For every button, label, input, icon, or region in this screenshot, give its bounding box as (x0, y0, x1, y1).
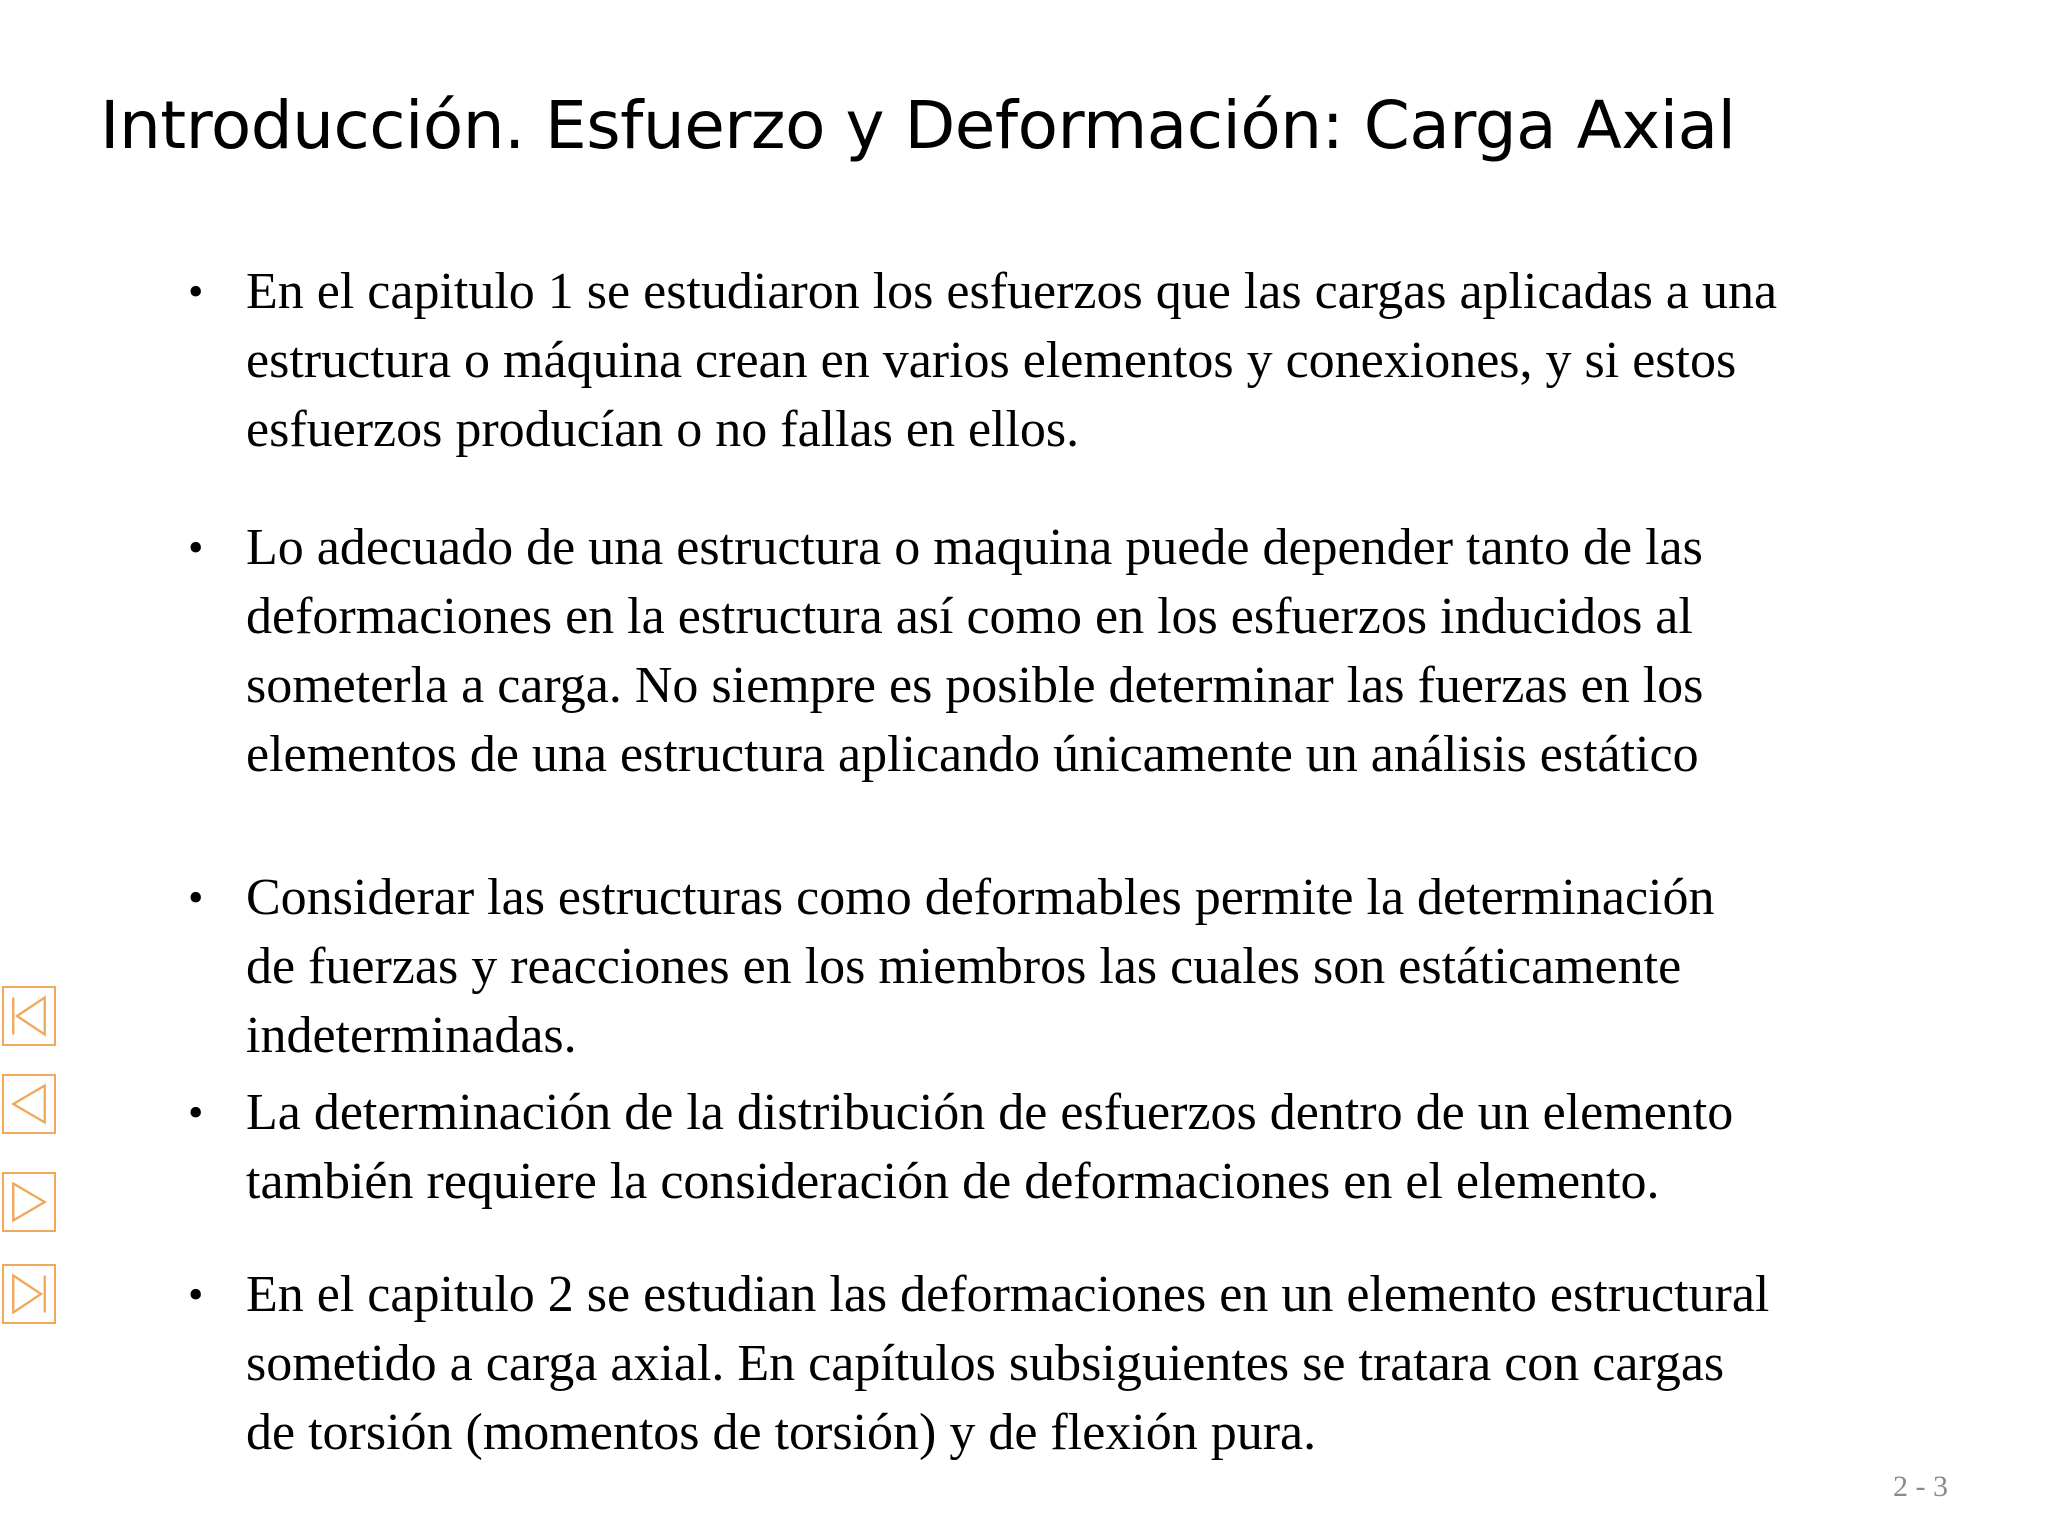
next-slide-button[interactable] (2, 1172, 56, 1232)
previous-slide-icon (4, 1076, 54, 1132)
bullet-text: En el capitulo 2 se estudian las deformaciones en un elemento estructural sometido a carga axial. En capítulos subsiguientes se tratara con cargas de torsión (momentos de torsión) y de flexión pura. (246, 1266, 1770, 1461)
bullet-text: Lo adecuado de una estructura o maquina puede depender tanto de las deformaciones en la estructura así como en los esfuerzos inducidos al someterla a carga. No siempre es posible determinar las fuerzas en los elementos de una estructura aplicando únicamente un análisis estático (246, 519, 1704, 783)
bullet-marker: • (188, 1270, 204, 1319)
bullet-text: La determinación de la distribución de esfuerzos dentro de un elemento también requiere la consideración de deformaciones en el elemento. (246, 1084, 1734, 1210)
bullet-marker: • (188, 1088, 204, 1137)
next-slide-icon (4, 1174, 54, 1230)
first-slide-icon (4, 988, 54, 1044)
previous-slide-button[interactable] (2, 1074, 56, 1134)
bullet-text: Considerar las estructuras como deformables permite la determinación de fuerzas y reacciones en los miembros las cuales son estáticamente indeterminadas. (246, 869, 1715, 1064)
slide-title: Introducción. Esfuerzo y Deformación: Carga Axial (100, 87, 1736, 164)
last-slide-icon (4, 1266, 54, 1322)
page-number: 2 - 3 (1893, 1470, 1948, 1503)
bullet-item (188, 863, 1968, 1070)
bullet-item (188, 1260, 1968, 1467)
bullet-item (188, 257, 1968, 464)
bullet-text: En el capitulo 1 se estudiaron los esfuerzos que las cargas aplicadas a una estructura o máquina crean en varios elementos y conexiones, y si estos esfuerzos producían o no fallas en ellos. (246, 263, 1778, 458)
bullet-marker: • (188, 267, 204, 316)
first-slide-button[interactable] (2, 986, 56, 1046)
bullet-marker: • (188, 523, 204, 572)
last-slide-button[interactable] (2, 1264, 56, 1324)
bullet-marker: • (188, 873, 204, 922)
bullet-item (188, 1078, 1968, 1216)
bullet-item (188, 513, 1968, 789)
